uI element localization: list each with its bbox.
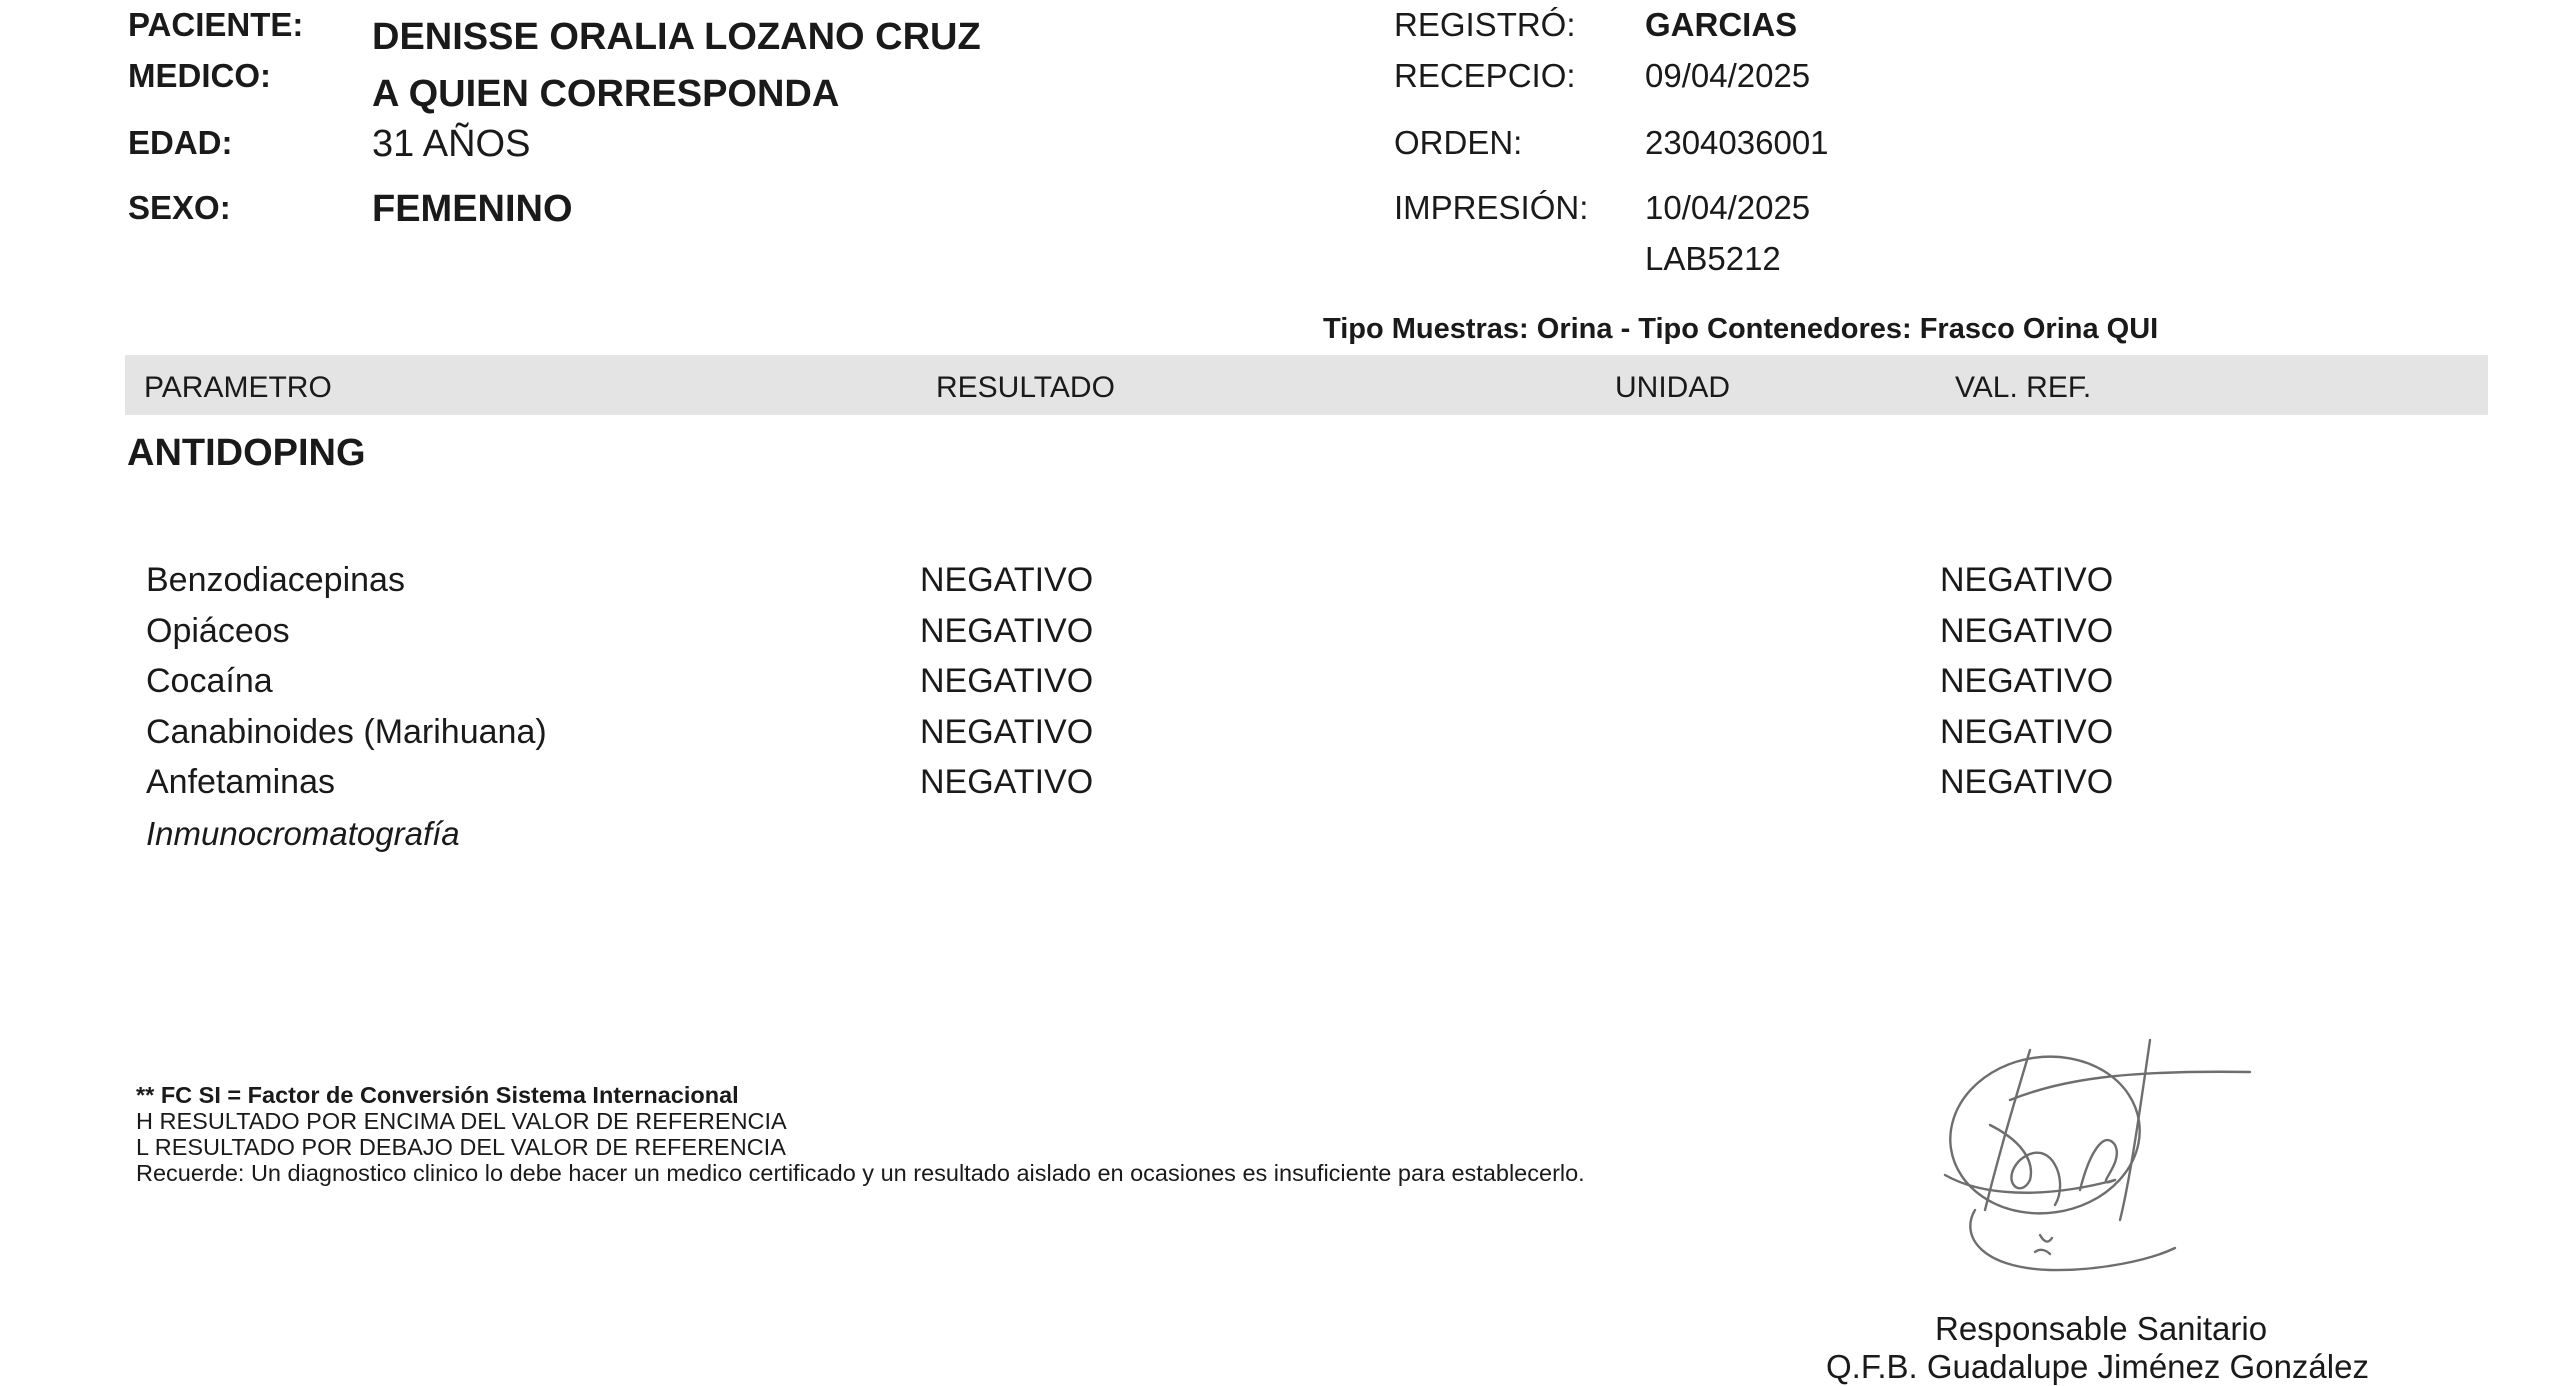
row-parametro: Cocaína xyxy=(146,662,273,700)
row-resultado: NEGATIVO xyxy=(920,763,1094,801)
lab-code: LAB5212 xyxy=(1645,240,1781,277)
row-resultado: NEGATIVO xyxy=(920,612,1094,650)
row-resultado: NEGATIVO xyxy=(920,713,1094,751)
registro-label: REGISTRÓ: xyxy=(1394,6,1576,43)
signature-name: Q.F.B. Guadalupe Jiménez González xyxy=(1826,1348,2369,1385)
impresion-value: 10/04/2025 xyxy=(1645,189,1811,226)
sexo-value: FEMENINO xyxy=(372,188,573,230)
header-parametro: PARAMETRO xyxy=(144,371,332,404)
orden-value: 2304036001 xyxy=(1645,124,1829,161)
sample-info: Tipo Muestras: Orina - Tipo Contenedores: Frasco Orina QUI xyxy=(1323,313,2159,345)
footnote-reminder: Recuerde: Un diagnostico clinico lo debe hacer un medico certificado y un resultado aislado en ocasiones es insuficiente para establecerlo. xyxy=(136,1160,1585,1186)
header-unidad: UNIDAD xyxy=(1615,371,1731,404)
header-resultado: RESULTADO xyxy=(936,371,1115,404)
row-ref: NEGATIVO xyxy=(1940,763,2114,801)
results-table-header xyxy=(125,355,2488,415)
medico-label: MEDICO: xyxy=(128,57,271,94)
row-resultado: NEGATIVO xyxy=(920,662,1094,700)
medico-value: A QUIEN CORRESPONDA xyxy=(372,73,840,115)
impresion-label: IMPRESIÓN: xyxy=(1394,189,1589,226)
registro-value: GARCIAS xyxy=(1645,6,1798,43)
row-parametro: Anfetaminas xyxy=(146,763,335,801)
signature-title: Responsable Sanitario xyxy=(1935,1310,2268,1347)
row-ref: NEGATIVO xyxy=(1940,561,2114,599)
recepcion-label: RECEPCIO: xyxy=(1394,57,1576,94)
edad-label: EDAD: xyxy=(128,124,233,161)
row-parametro: Benzodiacepinas xyxy=(146,561,405,599)
paciente-label: PACIENTE: xyxy=(128,6,304,43)
method-note: Inmunocromatografía xyxy=(146,815,460,852)
footnote-h: H RESULTADO POR ENCIMA DEL VALOR DE REFERENCIA xyxy=(136,1108,787,1134)
footnote-l: L RESULTADO POR DEBAJO DEL VALOR DE REFERENCIA xyxy=(136,1134,786,1160)
row-ref: NEGATIVO xyxy=(1940,662,2114,700)
footnote-fc-si: ** FC SI = Factor de Conversión Sistema Internacional xyxy=(136,1082,739,1108)
recepcion-value: 09/04/2025 xyxy=(1645,57,1811,94)
header-val-ref: VAL. REF. xyxy=(1955,371,2092,404)
handwritten-signature xyxy=(1940,1030,2270,1290)
row-ref: NEGATIVO xyxy=(1940,713,2114,751)
section-title: ANTIDOPING xyxy=(127,432,366,474)
orden-label: ORDEN: xyxy=(1394,124,1523,161)
row-resultado: NEGATIVO xyxy=(920,561,1094,599)
sexo-label: SEXO: xyxy=(128,189,231,226)
edad-value: 31 AÑOS xyxy=(372,123,531,165)
paciente-value: DENISSE ORALIA LOZANO CRUZ xyxy=(372,16,981,58)
row-ref: NEGATIVO xyxy=(1940,612,2114,650)
row-parametro: Canabinoides (Marihuana) xyxy=(146,713,547,751)
row-parametro: Opiáceos xyxy=(146,612,290,650)
